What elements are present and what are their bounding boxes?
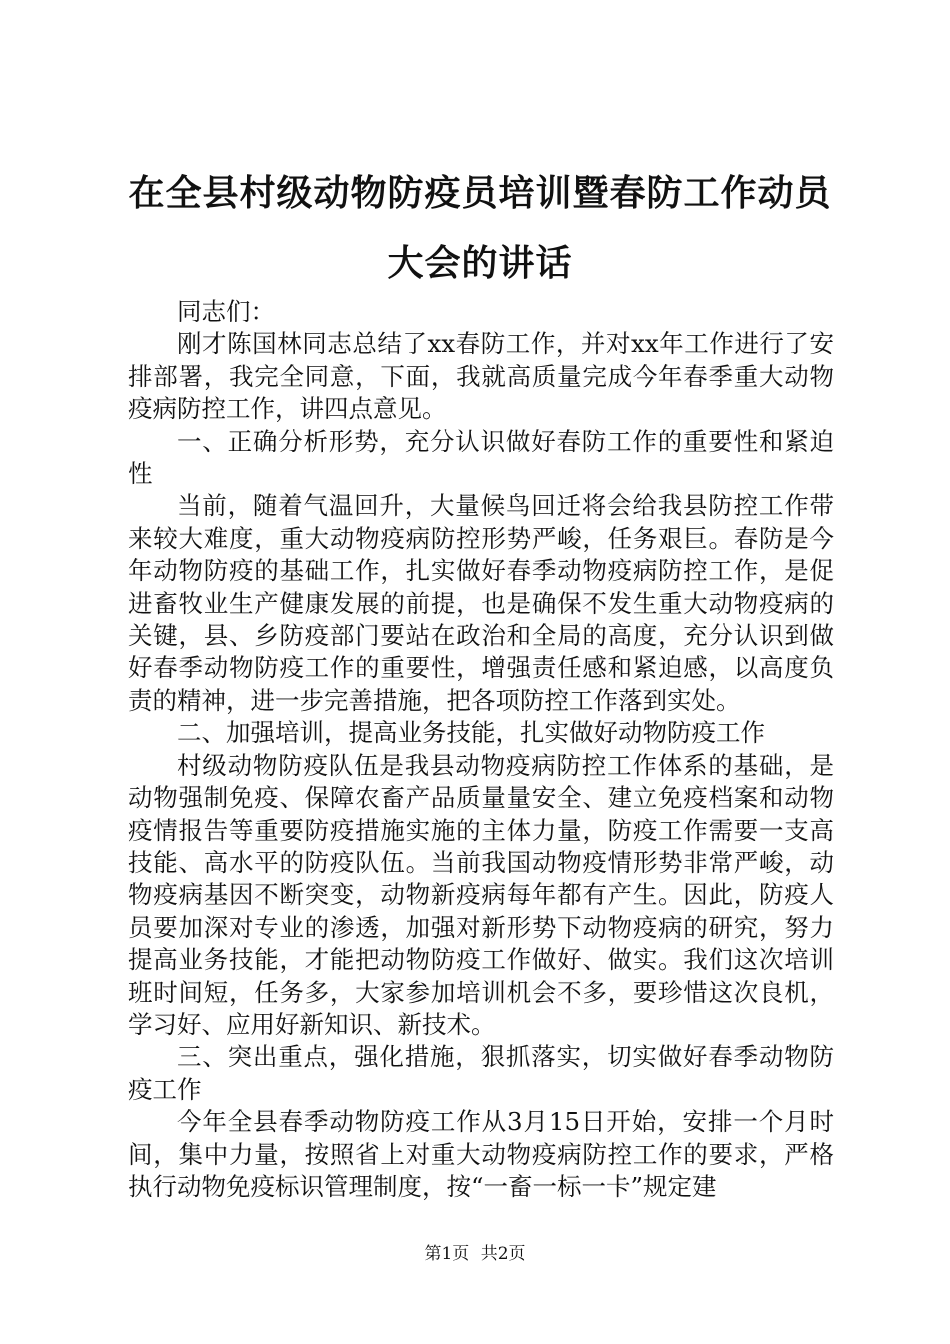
section-heading-2: 二、加强培训，提高业务技能，扎实做好动物防疫工作 [177,718,765,748]
section-heading-1: 一、正确分析形势，充分认识做好春防工作的重要性和紧迫性 [128,426,834,489]
document-title: 在全县村级动物防疫员培训暨春防工作动员大会的讲话 [128,172,832,284]
section-2-paragraph: 村级动物防疫队伍是我县动物疫病防控工作体系的基础，是动物强制免疫、保障农畜产品质量量安全、建立免疫档案和动物疫情报告等重要防疫措施实施的主体力量，防疫工作需要一支高技能、高水平的防疫队伍。当前我国动物疫情形势非常严峻，动物疫病基因不断突变，动物新疫病每年都有产生。因此，防疫人员要加深对专业的渗透，加强对新形势下动物疫病的研究，努力提高业务技能，才能把动物防疫工作做好、做实。我们这次培训班时间短，任务多，大家参加培训机会不多，要珍惜这次良机，学习好、应用好新知识、新技术。 [128,750,834,1039]
intro-paragraph: 刚才陈国林同志总结了xx春防工作，并对xx年工作进行了安排部署，我完全同意，下面，我就高质量完成今年春季重大动物疫病防控工作，讲四点意见。 [128,329,834,424]
section-heading-3: 三、突出重点，强化措施，狠抓落实，切实做好春季动物防疫工作 [128,1042,834,1104]
salutation-paragraph: 同志们： [177,297,275,326]
document-body [128,296,834,1203]
page-number-indicator: 第1页 共2页 [424,1244,526,1264]
section-3-paragraph: 今年全县春季动物防疫工作从3月15日开始，安排一个月时间，集中力量，按照省上对重大动物疫病防控工作的要求，严格执行动物免疫标识管理制度，按“一畜一标一卡”规定建 [128,1107,834,1201]
page-footer [0,1242,950,1266]
section-1-paragraph: 当前，随着气温回升，大量候鸟回迁将会给我县防控工作带来较大难度，重大动物疫病防控形势严峻，任务艰巨。春防是今年动物防疫的基础工作，扎实做好春季动物疫病防控工作，是促进畜牧业生产健康发展的前提，也是确保不发生重大动物疫病的关键，县、乡防疫部门要站在政治和全局的高度，充分认识到做好春季动物防疫工作的重要性，增强责任感和紧迫感，以高度负责的精神，进一步完善措施，把各项防控工作落到实处。 [128,491,834,715]
